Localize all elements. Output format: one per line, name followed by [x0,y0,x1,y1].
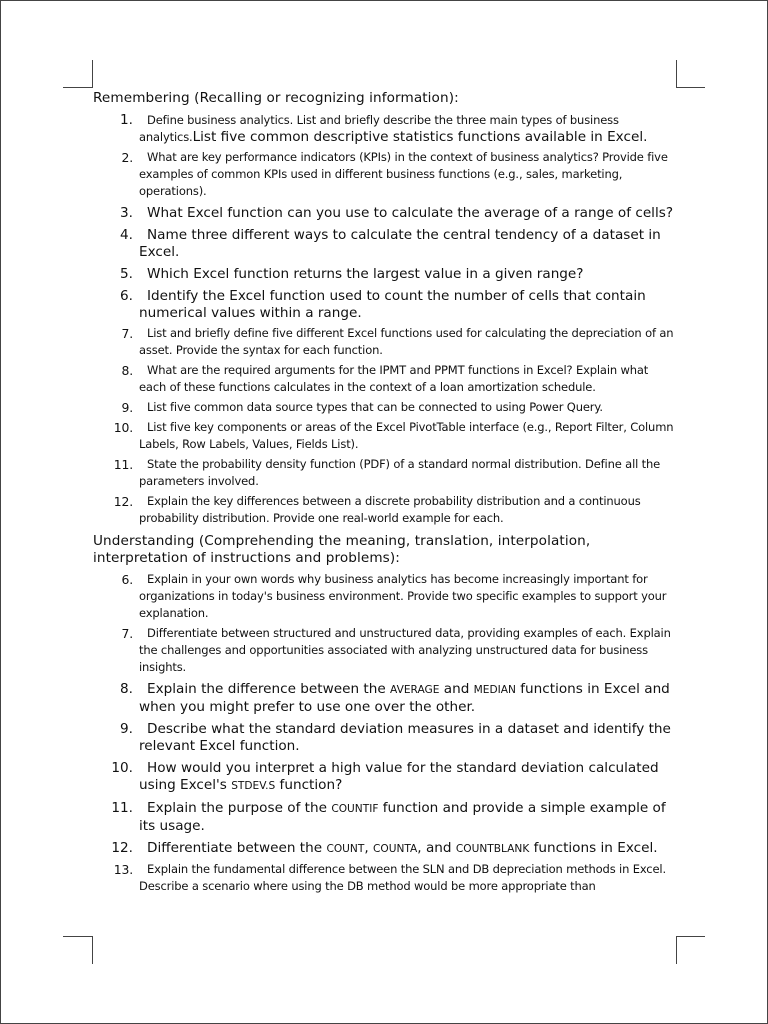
understanding-list [93,571,678,895]
list-item: 10. List five key components or areas of the Excel PivotTable interface (e.g., Report Filter, Column Labels, Row Labels, Values, Fields List). [113,420,674,451]
list-item: 6. Explain in your own words why business analytics has become increasingly important for organizations in today's business environment. Provide two specific examples to support your explanation. [121,572,667,620]
document-body [93,90,678,895]
crop-mark-top-left-v [92,60,93,88]
list-item: 7. List and briefly define five different Excel functions used for calculating the depreciation of an asset. Provide the syntax for each function. [121,326,674,357]
list-item: 11. Explain the purpose of the COUNTIF function and provide a simple example of its usage. [111,800,666,834]
list-item: 5. Which Excel function returns the largest value in a given range? [120,266,584,282]
crop-mark-bottom-left-v [92,936,93,964]
list-item: 1. Define business analytics. List and briefly describe the three main types of business analytics.List five common descriptive statistics functions available in Excel. [120,112,648,145]
list-item: 10. How would you interpret a high value for the standard deviation calculated using Excel's STDEV.S function? [111,760,659,793]
section-heading-understanding: Understanding (Comprehending the meaning, translation, interpolation, interpretation of instructions and problems): [93,533,591,566]
list-item: 9. Describe what the standard deviation measures in a dataset and identify the relevant Excel function. [120,721,671,754]
crop-mark-top-right-v [676,60,677,88]
list-item: 4. Name three different ways to calculate the central tendency of a dataset in Excel. [120,227,661,260]
crop-mark-bottom-left [63,936,92,937]
list-item: 8. Explain the difference between the AVERAGE and MEDIAN functions in Excel and when you might prefer to use one over the other. [120,681,670,715]
list-item: 11. State the probability density function (PDF) of a standard normal distribution. Define all the parameters involved. [113,457,661,488]
list-item: 2. What are key performance indicators (KPIs) in the context of business analytics? Provide five examples of common KPIs used in different business functions (e.g., sales, marketing, operations). [121,150,668,198]
crop-mark-bottom-right [676,936,705,937]
list-item: 8. What are the required arguments for the IPMT and PPMT functions in Excel? Explain what each of these functions calculates in the context of a loan amortization schedule. [121,363,649,394]
section-heading-remembering: Remembering (Recalling or recognizing information): [93,90,459,106]
list-item: 7. Differentiate between structured and unstructured data, providing examples of each. Explain the challenges and opportunities associated with analyzing unstructured data for business insights. [121,626,671,674]
list-item: 13. Explain the fundamental difference between the SLN and DB depreciation methods in Excel. Describe a scenario where using the DB method would be more appropriate than [113,862,666,893]
crop-mark-top-left [63,87,92,88]
remembering-list [93,112,678,527]
list-item: 12. Explain the key differences between a discrete probability distribution and a continuous probability distribution. Provide one real-world example for each. [113,494,641,525]
list-item: 6. Identify the Excel function used to count the number of cells that contain numerical values within a range. [120,288,646,321]
list-item: 3. What Excel function can you use to calculate the average of a range of cells? [120,205,674,221]
crop-mark-top-right [676,87,705,88]
crop-mark-bottom-right-v [676,936,677,964]
list-item: 9. List five common data source types that can be connected to using Power Query. [121,400,603,415]
list-item: 12. Differentiate between the COUNT, COUNTA, and COUNTBLANK functions in Excel. [111,840,658,856]
